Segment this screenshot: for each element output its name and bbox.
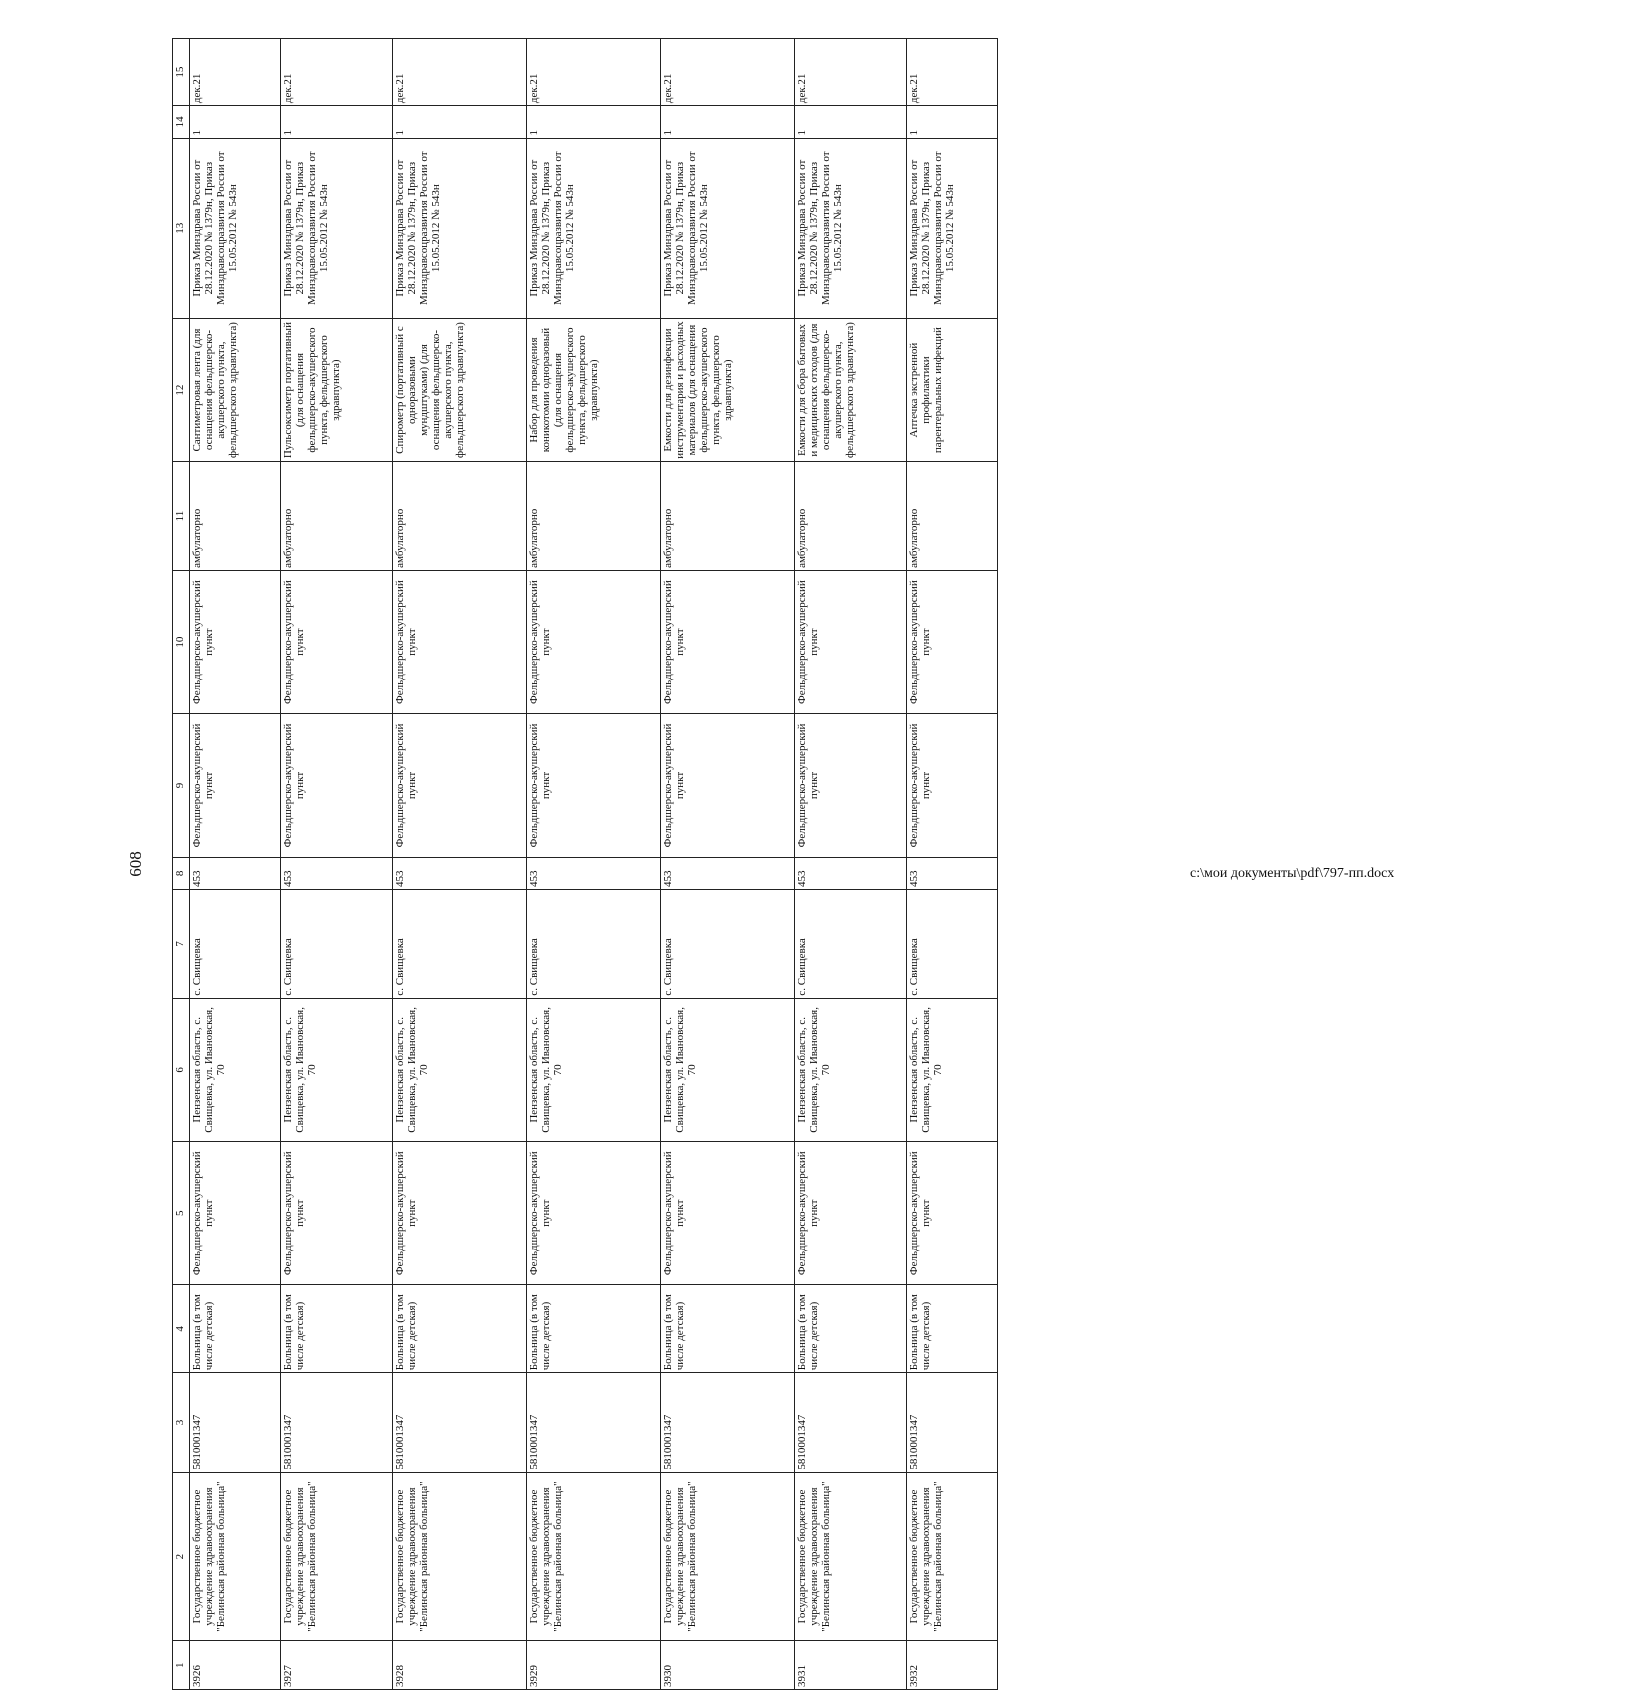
table-cell: Фельдшерско-акушерский пункт [906,1142,997,1285]
table-cell: Емкости для сбора бытовых и медицинских отходов (для оснащения фельдшерско-акушерского пункта, фельдшерского здравпункта) [794,318,906,461]
table-cell: Пензенская область, с. Свищевка, ул. Ивановская, 70 [280,998,392,1141]
table-cell: с. Свищевка [280,889,392,998]
header-cell: 10 [173,570,190,713]
table-cell: Фельдшерско-акушерский пункт [906,714,997,857]
table-cell: дек.21 [660,39,794,106]
table-cell: Государственное бюджетное учреждение здравоохранения "Белинская районная больница" [280,1472,392,1641]
table-cell: дек.21 [906,39,997,106]
table-cell: с. Свищевка [527,889,661,998]
table-cell: дек.21 [280,39,392,106]
table-cell: 453 [660,857,794,889]
table-cell: Государственное бюджетное учреждение здравоохранения "Белинская районная больница" [527,1472,661,1641]
table-row [190,39,281,1690]
header-cell: 11 [173,462,190,571]
table-cell: Приказ Минздрава России от 28.12.2020 № 1379н, Приказ Минздравсоцразвития России от 15.05.2012 № 543н [660,138,794,318]
table-cell: Фельдшерско-акушерский пункт [794,714,906,857]
table-cell: амбулаторно [527,462,661,571]
header-cell: 15 [173,39,190,106]
table-cell: Фельдшерско-акушерский пункт [393,714,527,857]
table-cell: 5810001347 [393,1373,527,1472]
table-cell: Государственное бюджетное учреждение здравоохранения "Белинская районная больница" [660,1472,794,1641]
footer-path: c:\мои документы\pdf\797-пп.docx [1190,866,1395,881]
table-cell: Больница (в том числе детская) [794,1285,906,1373]
table-cell: Пензенская область, с. Свищевка, ул. Ивановская, 70 [660,998,794,1141]
table-row [660,39,794,1690]
table-cell: Набор для проведения коникотомии одноразовый (для оснащения фельдшерско-акушерского пункта, фельдшерского здравпункта) [527,318,661,461]
table-cell: 1 [794,106,906,138]
page-number: 608 [126,851,145,877]
header-cell: 5 [173,1142,190,1285]
table-cell: Приказ Минздрава России от 28.12.2020 № 1379н, Приказ Минздравсоцразвития России от 15.05.2012 № 543н [794,138,906,318]
equipment-table [172,38,998,1690]
table-cell: Фельдшерско-акушерский пункт [190,1142,281,1285]
table-cell: 1 [190,106,281,138]
rotated-content [126,38,998,1690]
table-cell: дек.21 [393,39,527,106]
table-cell: Больница (в том числе детская) [527,1285,661,1373]
table-cell: амбулаторно [906,462,997,571]
table-cell: Государственное бюджетное учреждение здравоохранения "Белинская районная больница" [906,1472,997,1641]
table-cell: Фельдшерско-акушерский пункт [280,570,392,713]
header-cell: 4 [173,1285,190,1373]
table-cell: амбулаторно [660,462,794,571]
table-row [393,39,527,1690]
table-cell: Пензенская область, с. Свищевка, ул. Ивановская, 70 [906,998,997,1141]
header-cell: 7 [173,889,190,998]
table-cell: 3932 [906,1641,997,1690]
header-cell: 13 [173,138,190,318]
table-cell: Приказ Минздрава России от 28.12.2020 № 1379н, Приказ Минздравсоцразвития России от 15.05.2012 № 543н [190,138,281,318]
table-cell: 453 [794,857,906,889]
table-cell: Больница (в том числе детская) [280,1285,392,1373]
table-cell: Емкости для дезинфекции инструментария и расходных материалов (для оснащения фельдшерско-акушерского пункта, фельдшерского здравпункта) [660,318,794,461]
table-cell: Больница (в том числе детская) [660,1285,794,1373]
table-cell: Приказ Минздрава России от 28.12.2020 № 1379н, Приказ Минздравсоцразвития России от 15.05.2012 № 543н [280,138,392,318]
table-cell: 1 [906,106,997,138]
table-cell: дек.21 [794,39,906,106]
table-cell: 1 [527,106,661,138]
table-cell: 5810001347 [906,1373,997,1472]
table-cell: Пензенская область, с. Свищевка, ул. Ивановская, 70 [393,998,527,1141]
table-cell: Аптечка экстренной профилактики парентеральных инфекций [906,318,997,461]
table-cell: Государственное бюджетное учреждение здравоохранения "Белинская районная больница" [794,1472,906,1641]
table-cell: дек.21 [527,39,661,106]
table-cell: 3931 [794,1641,906,1690]
table-row [794,39,906,1690]
table-cell: Пензенская область, с. Свищевка, ул. Ивановская, 70 [794,998,906,1141]
table-cell: 5810001347 [794,1373,906,1472]
table-cell: 5810001347 [527,1373,661,1472]
table-cell: Фельдшерско-акушерский пункт [190,570,281,713]
header-cell: 8 [173,857,190,889]
table-cell: с. Свищевка [190,889,281,998]
table-cell: с. Свищевка [660,889,794,998]
header-cell: 6 [173,998,190,1141]
table-row [280,39,392,1690]
table-cell: Фельдшерско-акушерский пункт [527,570,661,713]
table-cell: Пензенская область, с. Свищевка, ул. Ивановская, 70 [527,998,661,1141]
table-cell: 3929 [527,1641,661,1690]
table-cell: 5810001347 [660,1373,794,1472]
table-cell: 453 [280,857,392,889]
table-cell: Государственное бюджетное учреждение здравоохранения "Белинская районная больница" [190,1472,281,1641]
table-cell: Фельдшерско-акушерский пункт [280,1142,392,1285]
table-cell: дек.21 [190,39,281,106]
table-cell: 3930 [660,1641,794,1690]
header-row [173,39,190,1690]
table-cell: амбулаторно [280,462,392,571]
table-cell: 1 [393,106,527,138]
table-cell: амбулаторно [190,462,281,571]
table-cell: 3926 [190,1641,281,1690]
table-row [527,39,661,1690]
table-cell: Больница (в том числе детская) [190,1285,281,1373]
table-cell: Фельдшерско-акушерский пункт [660,570,794,713]
table-cell: Фельдшерско-акушерский пункт [794,570,906,713]
header-cell: 12 [173,318,190,461]
table-cell: 453 [393,857,527,889]
table-cell: Государственное бюджетное учреждение здравоохранения "Белинская районная больница" [393,1472,527,1641]
table-cell: с. Свищевка [393,889,527,998]
table-cell: 1 [280,106,392,138]
header-cell: 3 [173,1373,190,1472]
table-cell: амбулаторно [794,462,906,571]
table-cell: с. Свищевка [794,889,906,998]
table-cell: 1 [660,106,794,138]
table-cell: Приказ Минздрава России от 28.12.2020 № 1379н, Приказ Минздравсоцразвития России от 15.05.2012 № 543н [906,138,997,318]
header-cell: 14 [173,106,190,138]
table-cell: Пульсоксиметр портативный (для оснащения фельдшерско-акушерского пункта, фельдшерского здравпункта) [280,318,392,461]
table-cell: Сантиметровая лента (для оснащения фельдшерско-акушерского пункта, фельдшерского здравпункта) [190,318,281,461]
table-cell: Больница (в том числе детская) [393,1285,527,1373]
table-cell: 3928 [393,1641,527,1690]
table-body [190,39,998,1690]
table-cell: 5810001347 [280,1373,392,1472]
table-cell: амбулаторно [393,462,527,571]
table-cell: Пензенская область, с. Свищевка, ул. Ивановская, 70 [190,998,281,1141]
header-cell: 9 [173,714,190,857]
header-cell: 2 [173,1472,190,1641]
table-cell: Фельдшерско-акушерский пункт [393,570,527,713]
header-cell: 1 [173,1641,190,1690]
table-cell: с. Свищевка [906,889,997,998]
table-cell: Больница (в том числе детская) [906,1285,997,1373]
table-cell: Фельдшерско-акушерский пункт [660,714,794,857]
table-cell: Фельдшерско-акушерский пункт [280,714,392,857]
table-cell: 453 [527,857,661,889]
table-cell: Фельдшерско-акушерский пункт [527,1142,661,1285]
table-cell: Фельдшерско-акушерский пункт [190,714,281,857]
table-cell: Фельдшерско-акушерский пункт [660,1142,794,1285]
table-cell: 5810001347 [190,1373,281,1472]
table-cell: 3927 [280,1641,392,1690]
table-cell: Спирометр (портативный с одноразовыми мундштуками) (для оснащения фельдшерско-акушерского пункта, фельдшерского здравпункта) [393,318,527,461]
table-cell: Приказ Минздрава России от 28.12.2020 № 1379н, Приказ Минздравсоцразвития России от 15.05.2012 № 543н [393,138,527,318]
table-cell: Фельдшерско-акушерский пункт [794,1142,906,1285]
table-cell: Фельдшерско-акушерский пункт [527,714,661,857]
table-cell: Фельдшерско-акушерский пункт [393,1142,527,1285]
table-cell: 453 [906,857,997,889]
table-cell: Фельдшерско-акушерский пункт [906,570,997,713]
table-cell: 453 [190,857,281,889]
table-cell: Приказ Минздрава России от 28.12.2020 № 1379н, Приказ Минздравсоцразвития России от 15.05.2012 № 543н [527,138,661,318]
table-row [906,39,997,1690]
